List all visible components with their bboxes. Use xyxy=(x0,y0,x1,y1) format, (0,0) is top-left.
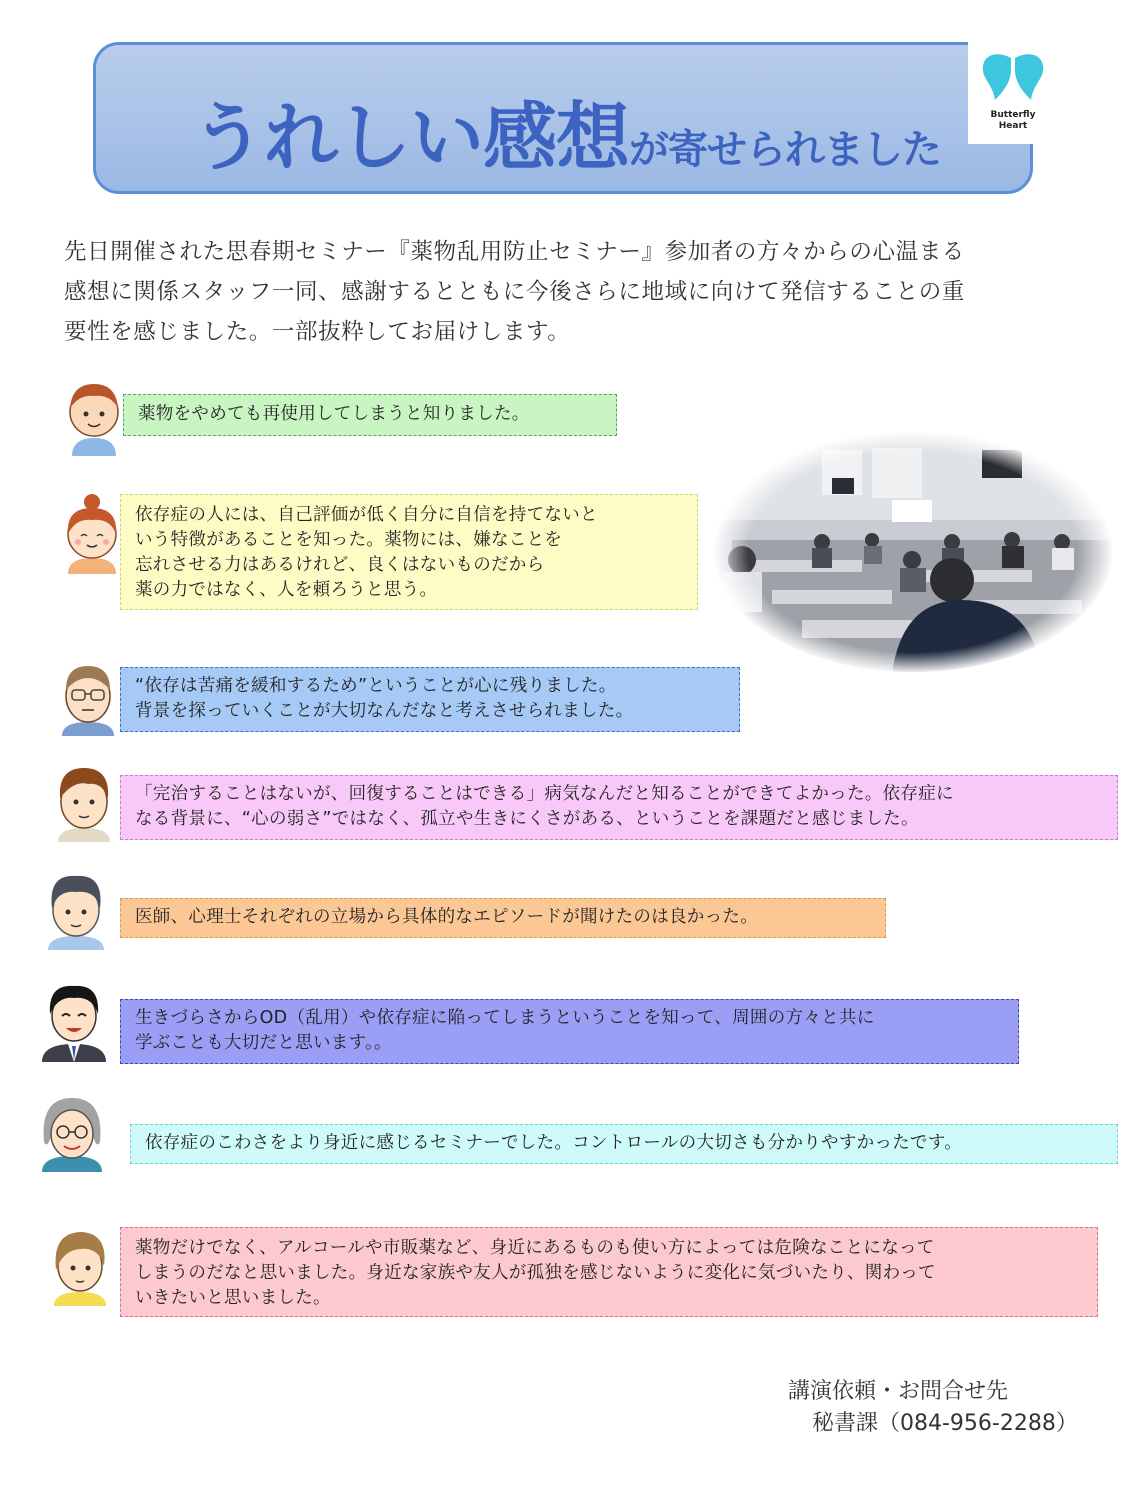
avatar-elderly-woman-icon xyxy=(36,1092,108,1172)
comment-box-4: 「完治することはないが、回復することはできる」病気なんだと知ることができてよかった。依存症に なる背景に、“心の弱さ”ではなく、孤立や生きにくさがある、ということを課題だと感じました。 xyxy=(120,775,1118,840)
contact-label: 講演依頼・お問合せ先 xyxy=(788,1379,1009,1404)
page-title xyxy=(191,79,941,185)
avatar-young-man-icon xyxy=(48,762,120,842)
comment-box-8: 薬物だけでなく、アルコールや市販薬など、身近にあるものも使い方によっては危険なことになって しまうのだなと思いました。身近な家族や友人が孤独を感じないように変化に気づいたり、関わって いきたいと思いました。 xyxy=(120,1227,1098,1317)
avatar-boy-icon xyxy=(58,376,130,456)
avatar-man-glasses-icon xyxy=(52,656,124,736)
seminar-photo xyxy=(712,430,1114,674)
comment-box-5: 医師、心理士それぞれの立場から具体的なエピソードが聞けたのは良かった。 xyxy=(120,898,886,938)
avatar-man-suit-icon xyxy=(38,982,110,1062)
header-banner xyxy=(93,42,1033,194)
contact-phone: 秘書課（084-956-2288） xyxy=(812,1411,1078,1436)
avatar-person-icon xyxy=(44,1226,116,1306)
butterfly-icon xyxy=(981,52,1045,106)
comment-box-1: 薬物をやめても再使用してしまうと知りました。 xyxy=(123,394,617,436)
comment-box-7: 依存症のこわさをより身近に感じるセミナーでした。コントロールの大切さも分かりやすかったです。 xyxy=(130,1124,1118,1164)
avatar-woman-icon xyxy=(56,494,128,574)
comment-box-6: 生きづらさからOD（乱用）や依存症に陥ってしまうということを知って、周囲の方々と共に 学ぶことも大切だと思います。。 xyxy=(120,999,1019,1064)
contact-info xyxy=(788,1376,1078,1440)
title-main: うれしい感想 xyxy=(191,95,629,181)
intro-paragraph: 先日開催された思春期セミナー『薬物乱用防止セミナー』参加者の方々からの心温まる 感想に関係スタッフ一同、感謝するとともに今後さらに地域に向けて発信することの重 要性を感じました。一部抜粋してお届けします。 xyxy=(64,239,965,345)
logo-text: Butterfly Heart xyxy=(990,110,1036,131)
avatar-man-icon xyxy=(40,870,112,950)
comment-box-2: 依存症の人には、自己評価が低く自分に自信を持てないと いう特徴があることを知った。薬物には、嫌なことを 忘れさせる力はあるけれど、良くはないものだから 薬の力ではなく、人を頼ろうと思う。 xyxy=(120,494,698,610)
comment-box-3: “依存は苦痛を緩和するため”ということが心に残りました。 背景を探っていくことが大切なんだなと考えさせられました。 xyxy=(120,667,740,732)
title-sub: が寄せられました xyxy=(629,127,941,173)
butterfly-heart-logo xyxy=(968,42,1058,144)
